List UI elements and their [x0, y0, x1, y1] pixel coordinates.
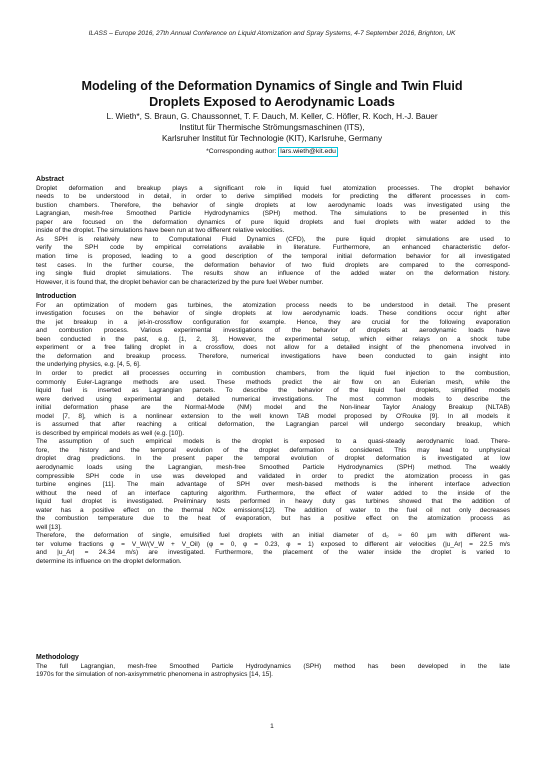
- affiliation-line-2: Karlsruher Institut für Technologie (KIT), Karlsruhe, Germany: [161, 133, 383, 143]
- corresponding-label: *Corresponding author:: [206, 148, 279, 155]
- abstract-line: bustion chambers. Therefore, the behavior of single droplets at low aerodynamic loads was investigated using the: [36, 201, 510, 209]
- title-line-2: Droplets Exposed to Aerodynamic Loads: [149, 95, 395, 109]
- introduction-line: compressible SPH code in use was developed and validated in order to predict the atomization process in gas: [36, 472, 510, 480]
- introduction-line: and combustion process. Various experimental investigations of the behavior of droplets at aerodynamic loads have: [36, 327, 510, 335]
- methodology-line: The full Lagrangian, mesh-free Smoothed Particle Hydrodynamics (SPH) method has been developed in the late: [36, 662, 510, 670]
- introduction-line: liquid fuel is inserted as Lagrangian parcels. To describe the behavior of the liquid fuel droplets, simplified models: [36, 387, 510, 395]
- introduction-line: turbine engines [11]. The main advantage of SPH over mesh-based methods is the inherent interface advection: [36, 481, 510, 489]
- introduction-line: fore, the history and the temporal evolution of the droplet deformation is considered. This may lead to unphysical: [36, 446, 510, 454]
- author-names: L. Wieth*, S. Braun, G. Chaussonnet, T. F. Dauch, M. Keller, C. Höfler, R. Koch, H.-J. Bauer: [106, 112, 438, 121]
- introduction-line: determine its influence on the droplet deformation.: [36, 558, 182, 565]
- running-header: ILASS – Europe 2016, 27th Annual Conference on Liquid Atomization and Spray Systems, 4-7 September 2016, Brighton, UK: [88, 30, 456, 37]
- introduction-line: water has a positive effect on the thermal NOx emissions[12]. The addition of water to the fuel oil not only decreases: [36, 506, 510, 514]
- methodology-body: [36, 663, 510, 680]
- introduction-line: the underlying physics, e.g. [4, 5, 6].: [36, 361, 141, 369]
- abstract-line: verify the SPH code by empirical correlations available in literature. Furthermore, an enhanced characteristic defor-: [36, 244, 510, 252]
- methodology-heading: Methodology: [36, 654, 79, 661]
- abstract-line: Lagrangian, mesh-free Smoothed Particle Hydrodynamics (SPH) method. The simulations to be presented in this: [36, 210, 510, 218]
- introduction-line: liquid fuel droplet is investigated. Preliminary tests performed in heavy duty gas turbines showed that the addition of: [36, 498, 510, 506]
- author-block: [40, 112, 504, 144]
- introduction-line: Therefore, the deformation of single, emulsified fuel droplets with an initial diameter of d₀ ≈ 60 μm with different wa-: [36, 532, 510, 540]
- abstract-body: [36, 185, 510, 288]
- page-number: 1: [270, 723, 274, 730]
- introduction-line: is assumed that after reaching a critical deformation, the Lagrangian parcel will undergo secondary breakup, which: [36, 421, 510, 429]
- introduction-line: is described by empirical models as well (e.g. [10]).: [36, 429, 185, 437]
- introduction-line: been conducted in the past, e.g. [1, 2, 3]. However, the experimental setup, which either relays on a shock tube: [36, 335, 510, 343]
- introduction-line: the jet breakup in a jet-in-crossflow configuration for example. Hence, they are crucial for the following evaporation: [36, 318, 510, 326]
- introduction-line: In order to predict all processes occurring in combustion chambers, from the liquid fuel injection to the combustion,: [36, 369, 510, 377]
- paper-title: [40, 78, 504, 110]
- introduction-line: commonly Euler-Lagrange methods are used. These methods predict the air flow on an Eulerian mesh, while the: [36, 378, 510, 386]
- introduction-section: [36, 293, 510, 567]
- introduction-line: were derived using experimental and detailed numerical investigations. The most common models to describe the: [36, 395, 510, 403]
- abstract-line: inside of the droplet. The simulations have been run at two different relative velocities.: [36, 227, 285, 235]
- introduction-line: model [7, 8], which is a nonlinear extension to the well known TAB model proposed by O'Rouke [9]. In all models it: [36, 412, 510, 420]
- abstract-line: ing single fluid droplet simulations. The results show an influence of the added water on the deformation history.: [36, 270, 510, 278]
- abstract-line: mation time is proposed, leading to a good description of the temporal initial deformation behavior for all investigated: [36, 252, 510, 260]
- abstract-line: needs to be understood in detail, in order to derive simplified models for predicting the different processes in com-: [36, 193, 510, 201]
- abstract-line: However, it is found that, the droplet behavior can be characterized by the pure fuel Weber number.: [36, 278, 324, 286]
- abstract-section: [36, 176, 510, 287]
- abstract-line: paper are focused on the deformation dynamics of pure liquid droplets and fuel droplets with water added to the: [36, 218, 510, 226]
- introduction-line: ter volume fractions φ = V_W/(V_W + V_Oil) (φ = 0, φ = 0.23, φ = 1) exposed to different air velocities (|u_Ar| = 22.5 m/s: [36, 540, 510, 548]
- abstract-line: Droplet deformation and breakup plays a significant role in liquid fuel atomization processes. The droplet behavior: [36, 184, 510, 192]
- introduction-line: For an optimization of modern gas turbines, the atomization process needs to be understood in detail. The present: [36, 301, 510, 309]
- methodology-section: [36, 654, 510, 680]
- corresponding-author: [40, 147, 504, 157]
- introduction-line: the combustion temperature due to the heat of evaporation, but has a positive effect on the atomization process as: [36, 515, 510, 523]
- introduction-heading: Introduction: [36, 293, 77, 300]
- abstract-line: As SPH is relatively new to Computational Fluid Dynamics (CFD), the pure liquid droplet simulations are used to: [36, 235, 510, 243]
- title-line-1: Modeling of the Deformation Dynamics of Single and Twin Fluid: [81, 79, 463, 93]
- abstract-line: test cases. In the further course, the deformation behavior of two fluid droplets are compared to the correspond-: [36, 261, 510, 269]
- introduction-line: The assumption of such empirical models is the droplet is exposed to a quasi-steady aerodynamic load. There-: [36, 438, 510, 446]
- introduction-line: experiment or a free falling droplet in a crossflow, does not allow for a detailed insight of the phenomena involved in: [36, 344, 510, 352]
- introduction-line: aerodynamic loads using the Lagrangian, mesh-free Smoothed Particle Hydrodynamics (SPH) method. The weakly: [36, 463, 510, 471]
- introduction-line: and |u_Ar| = 24.34 m/s) are investigated. Furthermore, the placement of the water inside the droplet is varied to: [36, 549, 510, 557]
- introduction-line: initial deformation phase are the Normal-Mode (NM) model and the Non-linear Taylor Analogy Breakup (NLTAB): [36, 404, 510, 412]
- introduction-line: the deformation and breakup process. Therefore, numerical investigations have been conducted to gain insight into: [36, 352, 510, 360]
- introduction-line: droplet drag predictions. In the present paper the temporal evolution of droplet deformation is investigated at low: [36, 455, 510, 463]
- email-link[interactable]: lars.wieth@kit.edu: [280, 148, 336, 155]
- introduction-line: without the need of an interface capturing algorithm. Furthermore, the effect of water added to the inside of the: [36, 489, 510, 497]
- introduction-body: [36, 302, 510, 567]
- abstract-heading: Abstract: [36, 176, 64, 183]
- affiliation-line-1: Institut für Thermische Strömungsmaschinen (ITS),: [179, 122, 365, 132]
- methodology-line: 1970s for the simulation of non-axisymmetric phenomena in astrophysics [14, 15].: [36, 671, 273, 679]
- introduction-line: investigation focuses on the behavior of single droplets at low aerodynamic loads. These conditions occur right after: [36, 310, 510, 318]
- introduction-line: well [13].: [36, 523, 62, 531]
